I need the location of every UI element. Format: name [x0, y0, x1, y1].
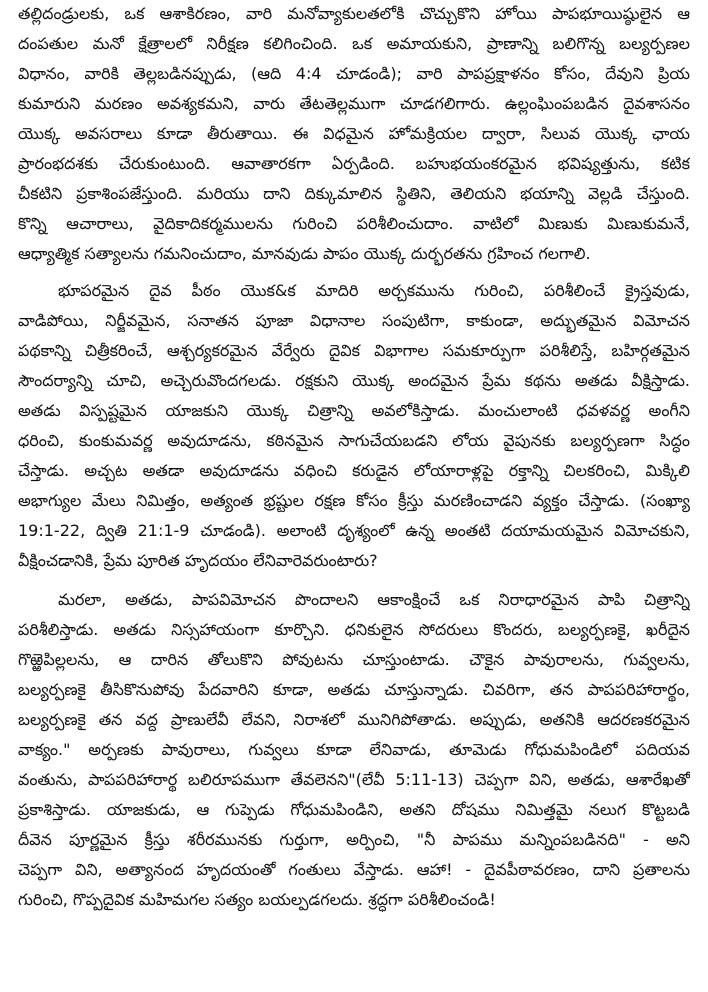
text-line: ప్రకాశిస్తాడు. యాజకుడు, ఆ గుప్పెడు గోధుమపిండిని, అతని దోషము నిమిత్తమై నలుగ కొట్టబడి	[18, 800, 690, 819]
text-line: పథకాన్ని చిత్రీకరించే, ఆశ్చర్యకరమైన వేర్వేరు దైవిక విభాగాల సమకూర్పుగా పరిశీలిస్తే, బహిర్గతమైన	[18, 341, 690, 360]
text-line: వీక్షించడానికి, ప్రేమ పూరిత హృదయం లేనివారెవరుంటారు?	[18, 551, 378, 570]
text-line: వంతును, పాపపరిహారార్థ బలిరూపముగా తేవలెనని"(లేవీ 5:11-13) చెప్పగా విని, అతడు, ఆశారేఖతో	[18, 770, 690, 789]
text-line: తల్లిదండ్రులకు, ఒక ఆశాకిరణం, వారి మనోవ్యాకులతలోకి చొచ్చుకొని హోయి పాపభూయిష్ఠులైన ఆ	[18, 4, 690, 23]
text-line: చెప్పగా విని, అత్యానంద హృదయంతో గంతులు వేస్తాడు. ఆహా! - దైవపీఠావరణం, దాని ప్రతాలను	[18, 860, 690, 879]
text-line: పరిశీలిస్తాడు. అతడు నిస్సహాయంగా కూర్చొని. ధనికులైన సోదరులు కొందరు, బల్యర్పణకై, ఖరీదైన	[18, 620, 690, 639]
text-line: చీకటిని ప్రకాశింపజేస్తుంది. మరియు దాని దిక్కుమాలిన స్థితిని, తెలియని భయాన్ని వెల్లడి చేస్తుంది.	[18, 184, 690, 203]
text-line: సౌందర్యాన్ని చూచి, అచ్చెరువొందగలడు. రక్షకుని యొక్క అందమైన ప్రేమ కథను అతడు వీక్షిస్తాడు.	[18, 371, 690, 390]
text-line: అతడు విస్పష్టమైన యాజకుని యొక్క చిత్రాన్ని అవలోకిస్తాడు. మంచులాంటి ధవళవర్ణ అంగీని	[18, 401, 690, 420]
text-line: ఆధ్యాత్మిక సత్యాలను గమనించుదాం, మానవుడు పాపం యొక్క దుర్భరతను గ్రహించ గలగాలి.	[18, 244, 591, 263]
text-line: గొఱ్ఱెపిల్లలను, ఆ దారిన తోలుకొని పోవుటను చూస్తుంటాడు. చౌకైన పావురాలను, గువ్వలను,	[18, 650, 690, 669]
text-line: దీవెన పూర్ణమైన క్రీస్తు శరీరమునకు గుర్తుగా, అర్పించి, "నీ పాపము మన్నింపబడినది" - అని	[18, 830, 690, 849]
text-line: బల్యర్పణకై తన వద్ద ప్రాణులేవీ లేవని, నిరాశలో మునిగిపోతాడు. అప్పుడు, అతనికి ఆదరణకరమైన	[18, 710, 690, 729]
text-line: అభాగ్యుల మేలు నిమిత్తం, అత్యంత భ్రష్టుల రక్షణ కోసం క్రీస్తు మరణించాడని వ్యక్తం చేస్తాడు. (సంఖ్యా	[18, 491, 690, 510]
text-line: దంపతుల మనో క్షేత్రాలలో నిరీక్షణ కలిగించింది. ఒక అమాయకుని, ప్రాణాన్ని బలిగొన్న బల్యర్పణల	[18, 34, 690, 53]
text-line: చేస్తాడు. అచ్చట అతడా అవుదూడను వధించి కరుడైన లోయారాళ్లపై రక్తాన్ని చిలకరించి, మిక్కిలి	[18, 461, 690, 480]
text-line: కొన్ని ఆచారాలు, వైదికాదికర్మములను గురించి పరిశీలించుదాం. వాటిలో మిణుకు మిణుకుమనే,	[18, 214, 690, 233]
text-line: గురించి, గొప్పదైవిక మహిమగల సత్యం బయల్పడగలదు. శ్రద్ధగా పరిశీలించండి!	[18, 890, 496, 909]
text-line: వాక్యం." అర్పణకు పావురాలు, గువ్వలు కూడా లేనివాడు, తూమెడు గోధుమపిండిలో పదియవ	[18, 740, 690, 759]
text-line: 19:1-22, ద్వితి 21:1-9 చూడండి). అలాంటి దృశ్యంలో ఉన్న అంతటి దయామయమైన విమోచకుని,	[18, 521, 690, 540]
text-line: వాడిపోయి, నిర్జీవమైన, సనాతన పూజా విధానాల సంపుటిగా, కాకుండా, అద్భుతమైన విమోచన	[18, 311, 690, 330]
text-line: కుమారుని మరణం అవశ్యకమని, వారు తేటతెల్లముగా చూడగలిగారు. ఉల్లంఘింపబడిన దైవశాసనం	[18, 94, 690, 113]
text-line: బల్యర్పణకై తీసికొనుపోవు పేదవారిని కూడా, అతడు చూస్తున్నాడు. చివరిగా, తన పాపపరిహారార్థం,	[18, 680, 690, 699]
text-line: యొక్క అవసరాలు కూడా తీరుతాయి. ఈ విధమైన హోమక్రియల ద్వారా, సిలువ యొక్క ఛాయ	[18, 124, 690, 143]
text-line: భూపరమైన దైవ పీఠం యొక&క మాదిరి అర్చకమును గురించి, పరిశీలించే క్రైస్తవుడు,	[58, 281, 690, 300]
text-line: విధానం, వారికి తెల్లబడినప్పుడు, (ఆది 4:4 చూడండి); వారి పాపప్రక్షాళనం కోసం, దేవుని ప్రియ	[18, 64, 690, 83]
text-line: మరలా, అతడు, పాపవిమోచన పొందాలని ఆకాంక్షించే ఒక నిరాధారమైన పాపి చిత్రాన్ని	[58, 590, 690, 609]
text-line: ధరించి, కుంకుమవర్ణ అవుదూడను, కఠినమైన సాగుచేయబడని లోయ వైపునకు బల్యర్పణగా సిద్ధం	[18, 431, 690, 450]
text-line: ప్రారంభదశకు చేరుకుంటుంది. ఆవాతారకగా ఏర్పడింది. బహుభయంకరమైన భవిష్యత్తును, కటిక	[18, 154, 690, 173]
